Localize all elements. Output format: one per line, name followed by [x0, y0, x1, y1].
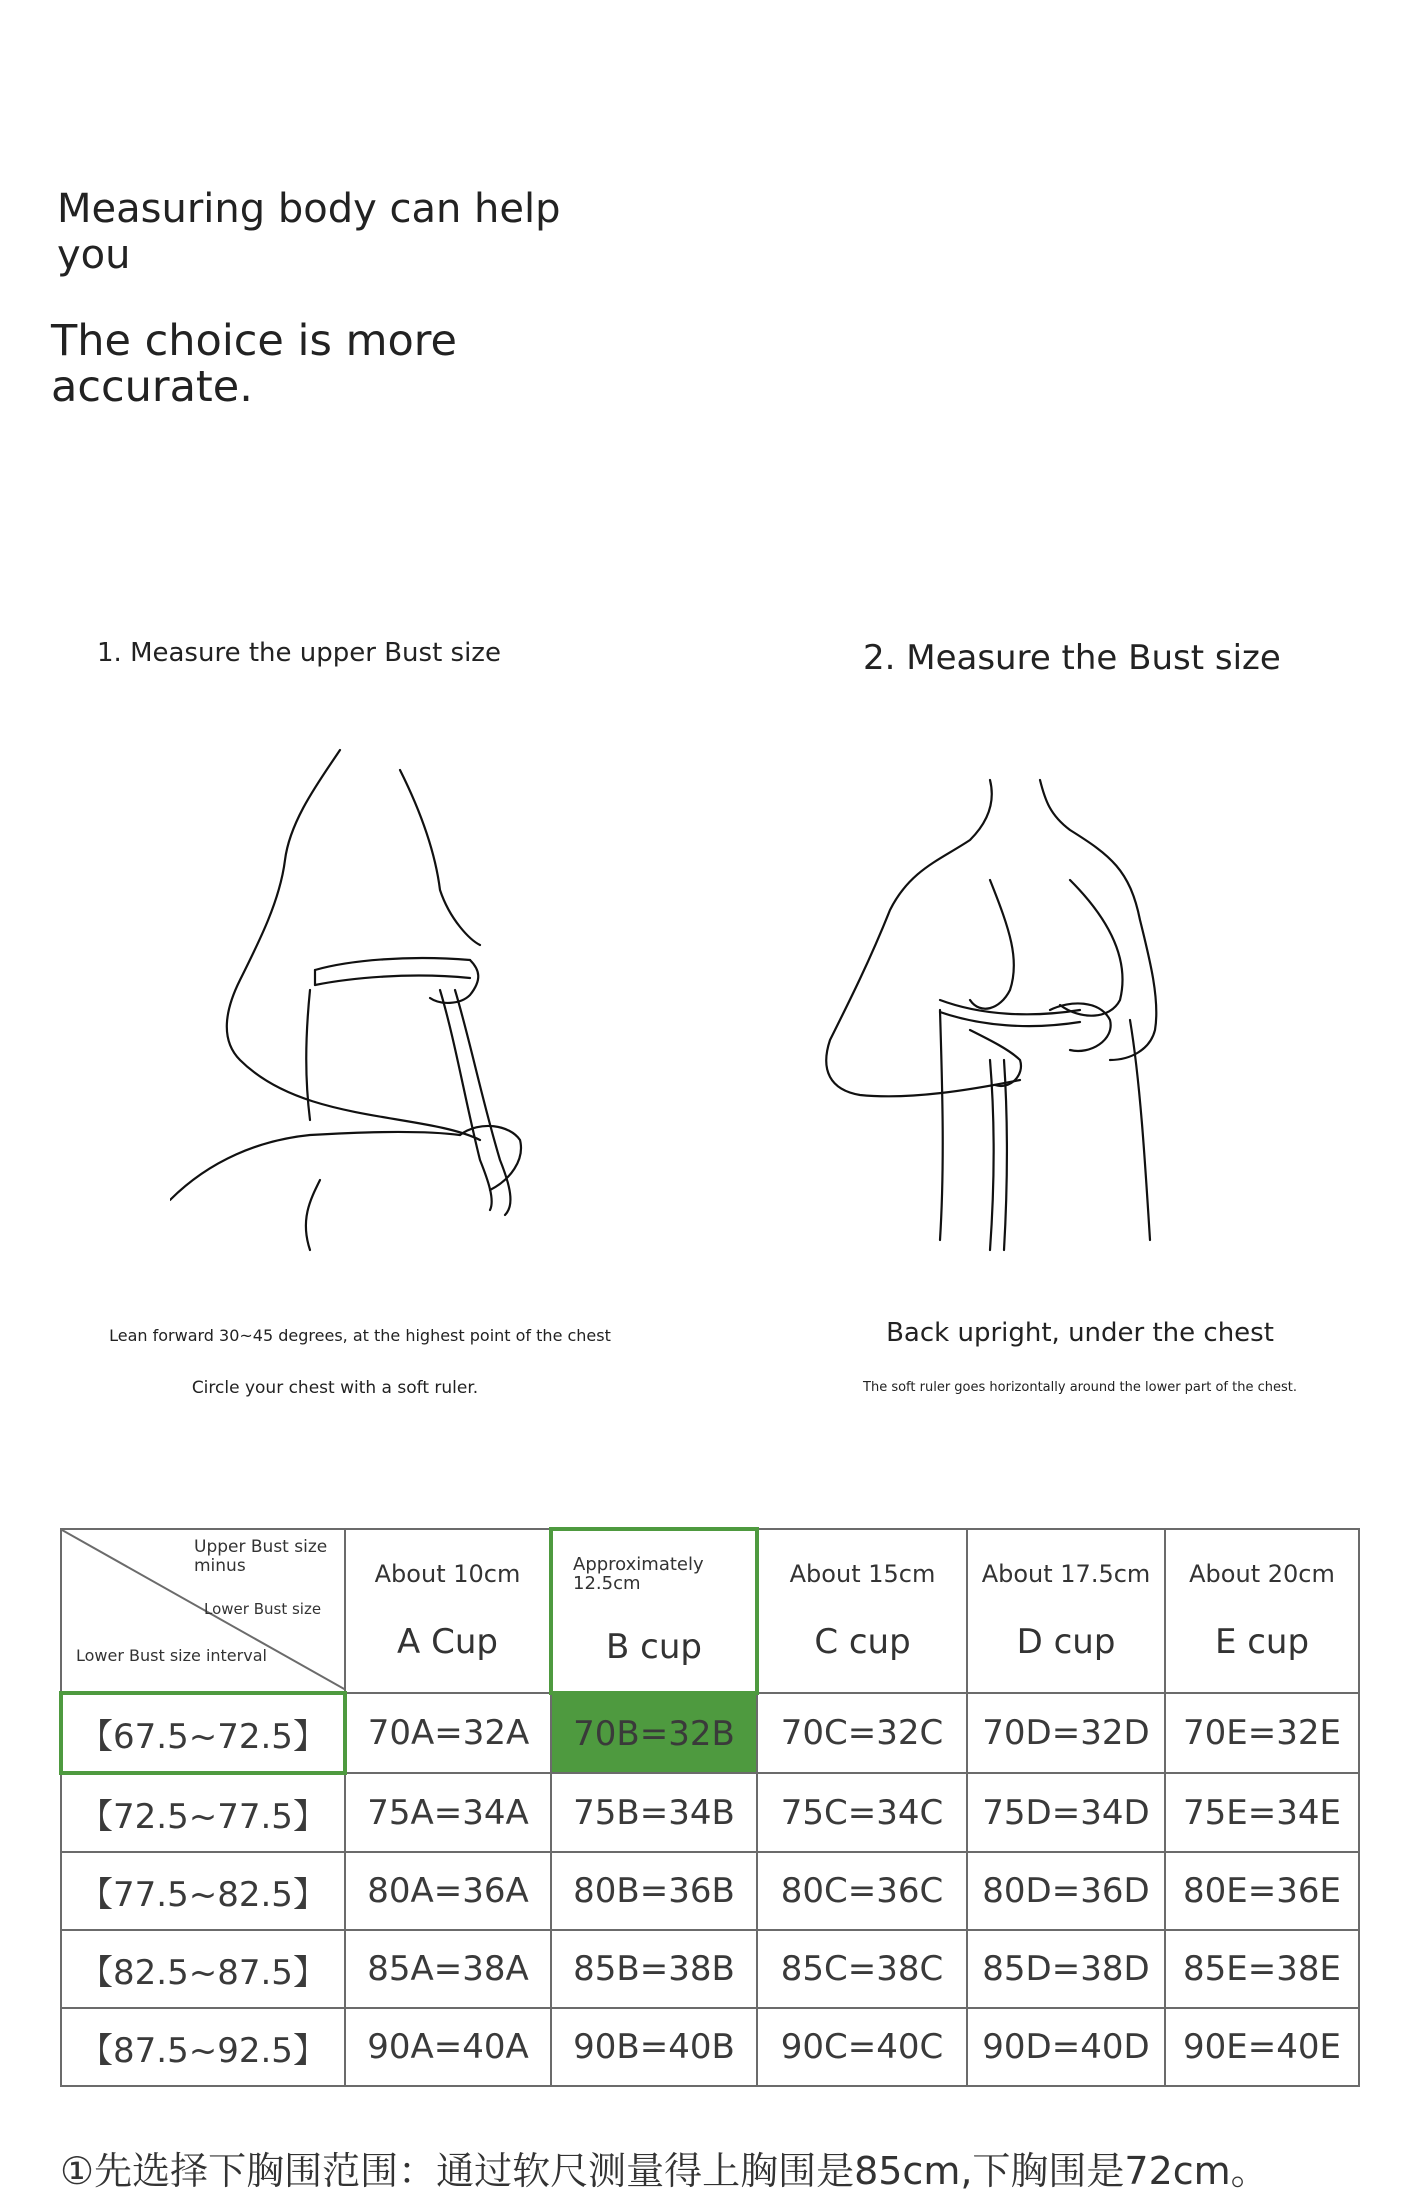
size-cell: 85E=38E: [1165, 1930, 1359, 2008]
step1-caption-sub: Circle your chest with a soft ruler.: [191, 1378, 479, 1398]
bra-size-table: [59, 1527, 1360, 2087]
column-diff: About 17.5cm: [981, 1560, 1151, 1588]
column-header-e: [1165, 1529, 1359, 1693]
step2-caption-main: Back upright, under the chest: [886, 1318, 1274, 1348]
interval-cell: 【67.5~72.5】: [61, 1693, 345, 1773]
corner-label-bottom: Lower Bust size interval: [76, 1646, 267, 1665]
column-cup: B cup: [606, 1627, 702, 1667]
table-row: [61, 2008, 1359, 2086]
column-diff: Approximately 12.5cm: [573, 1554, 704, 1594]
size-cell: 70D=32D: [967, 1693, 1165, 1773]
size-cell: 80D=36D: [967, 1852, 1165, 1930]
size-cell: 90E=40E: [1165, 2008, 1359, 2086]
table-row: [61, 1773, 1359, 1852]
interval-cell: 【72.5~77.5】: [61, 1773, 345, 1852]
size-cell: 70A=32A: [345, 1693, 551, 1773]
size-cell: 80B=36B: [551, 1852, 757, 1930]
column-diff: About 15cm: [789, 1560, 936, 1588]
column-cup: A Cup: [397, 1622, 498, 1662]
table-header-row: [61, 1529, 1359, 1693]
interval-cell: 【82.5~87.5】: [61, 1930, 345, 2008]
column-diff: About 20cm: [1189, 1560, 1335, 1588]
size-cell: 75D=34D: [967, 1773, 1165, 1852]
size-cell: 75C=34C: [757, 1773, 967, 1852]
column-header-a: [345, 1529, 551, 1693]
size-cell: 90D=40D: [967, 2008, 1165, 2086]
size-cell: 70C=32C: [757, 1693, 967, 1773]
step2-title: 2. Measure the Bust size: [863, 638, 1281, 678]
size-cell-highlighted: 70B=32B: [551, 1693, 757, 1773]
column-diff: About 10cm: [374, 1560, 521, 1588]
table-row: [61, 1693, 1359, 1773]
size-cell: 75A=34A: [345, 1773, 551, 1852]
step2-caption-sub: The soft ruler goes horizontally around the lower part of the chest.: [863, 1380, 1297, 1395]
size-cell: 80C=36C: [757, 1852, 967, 1930]
table-row: [61, 1852, 1359, 1930]
corner-label-top: Upper Bust size minus: [194, 1537, 328, 1576]
column-header-d: [967, 1529, 1165, 1693]
size-cell: 85D=38D: [967, 1930, 1165, 2008]
size-cell: 80A=36A: [345, 1852, 551, 1930]
size-cell: 90B=40B: [551, 2008, 757, 2086]
size-cell: 90A=40A: [345, 2008, 551, 2086]
interval-cell: 【87.5~92.5】: [61, 2008, 345, 2086]
size-cell: 75B=34B: [551, 1773, 757, 1852]
size-cell: 90C=40C: [757, 2008, 967, 2086]
column-cup: C cup: [814, 1622, 911, 1662]
step1-title: 1. Measure the upper Bust size: [97, 638, 501, 668]
table-row: [61, 1930, 1359, 2008]
table-corner-cell: [61, 1529, 345, 1693]
intro-heading-line1: Measuring body can help you: [57, 186, 561, 278]
bust-measure-illustration: [810, 760, 1250, 1260]
size-cell: 85C=38C: [757, 1930, 967, 2008]
upper-bust-measure-illustration: [170, 740, 590, 1260]
step1-caption-main: Lean forward 30~45 degrees, at the highest point of the chest: [109, 1326, 611, 1345]
size-cell: 85A=38A: [345, 1930, 551, 2008]
size-cell: 70E=32E: [1165, 1693, 1359, 1773]
column-cup: D cup: [1016, 1622, 1116, 1662]
size-cell: 80E=36E: [1165, 1852, 1359, 1930]
size-cell: 85B=38B: [551, 1930, 757, 2008]
size-cell: 75E=34E: [1165, 1773, 1359, 1852]
column-header-b: [551, 1529, 757, 1693]
intro-heading-line2: The choice is more accurate.: [51, 316, 457, 412]
column-header-c: [757, 1529, 967, 1693]
corner-label-middle: Lower Bust size: [204, 1600, 322, 1618]
footnote-text: ①先选择下胸围范围：通过软尺测量得上胸围是85cm,下胸围是72cm。: [60, 2149, 1269, 2193]
interval-cell: 【77.5~82.5】: [61, 1852, 345, 1930]
column-cup: E cup: [1214, 1622, 1310, 1662]
